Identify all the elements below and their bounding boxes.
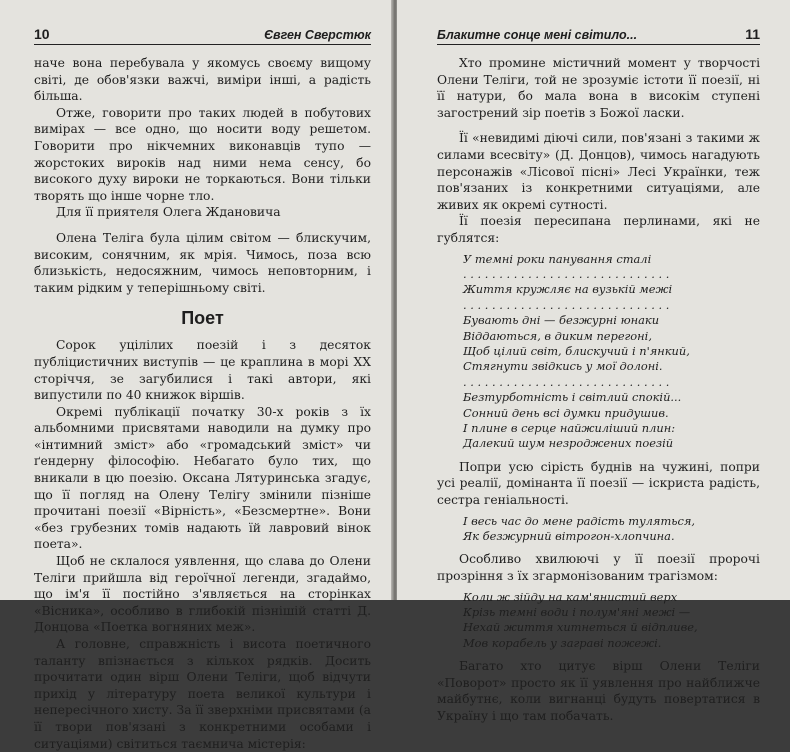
paragraph: Окремі публікації початку 30-х років з їх альбомними присвятами наводили на думку про «інтимний зміст» або «громадський зміст» чи ґендерну філософію. Небагато було тих, що вникали в цю поезію. Оксана Лятуринська згадує, що її погляд на Олену Телігу змінили пізніше прочитані поезії «Вірність», «Безсмертне». Вони «без грубезних томів надають їй лавровий вінок поета». — [34, 404, 371, 552]
poem-line: Віддаються, в диким перегоні, — [463, 328, 652, 343]
left-page — [0, 0, 393, 751]
poem-ellipsis: . . . . . . . . . . . . . . . . . . . . . . . . . . . . . — [463, 266, 670, 281]
poem-excerpt — [463, 514, 760, 545]
poem-line: Бувають дні — безжурні юнаки — [463, 313, 660, 328]
right-page — [397, 0, 790, 723]
paragraph: Хто промине містичний момент у творчості Олени Теліги, той не зрозуміє істоти її поезії, ні її натури, бо мала вона в високім ступені загострений зір поетів з Божої ласки. — [437, 56, 760, 120]
poem-line: Коли ж зійду на кам'янистий верх — [463, 589, 678, 604]
poem-ellipsis: . . . . . . . . . . . . . . . . . . . . . . . . . . . . . — [463, 374, 670, 389]
paragraph: Попри усю сірість буднів на чужині, попри усі реалії, домінанта її поезії — іскриста радість, сестра геніальності. — [437, 459, 760, 507]
poem-line: Щоб цілий світ, блискучий і п'янкий, — [463, 343, 690, 358]
poem-line: І плине в серце найжиліший плин: — [463, 421, 676, 435]
spacer — [34, 221, 371, 230]
poem-line: Стягнути звідкись у мої долоні. — [463, 359, 663, 374]
paragraph: наче вона перебувала у якомусь своєму вищому світі, де обов'язки важчі, виміри інші, а радість більша. — [34, 56, 371, 104]
poem-line: У темні роки панування сталі — [463, 251, 652, 266]
paragraph: Багато хто цитує вірш Олени Теліги «Поворот» просто як її уявлення про найближче майбутнє, коли вигнанці будуть повертатися в Україну і що там побачать. — [437, 659, 760, 723]
spacer — [437, 121, 760, 130]
page-number: 10 — [34, 26, 50, 42]
poem-line: Безтурботність і світлий спокій... — [463, 390, 682, 405]
poem-ellipsis: . . . . . . . . . . . . . . . . . . . . . . . . . . . . . — [463, 297, 670, 312]
paragraph: Сорок уцілілих поезій і з десяток публіцистичних виступів — це краплина в морі XX сторіччя, зе загубилися і такі автори, які випустили по 40 книжок віршів. — [34, 338, 371, 403]
poem-line: Як безжурний вітрогон-хлопчина. — [463, 529, 675, 543]
quote: Олена Теліга була цілим світом — блискучим, високим, сонячним, як мрія. Чимось, поза всю близькість, недосяжним, чимось неповторним, і таким рідким у теперішньому світі. — [34, 230, 371, 295]
paragraph: Її поезія пересипана перлинами, які не гублятся: — [437, 214, 760, 245]
page-number: 11 — [745, 26, 760, 42]
paragraph: Отже, говорити про таких людей в побутових вимірах — все одно, що носити воду решетом. Говорити про нікчемних виконавців тупо — жорстоких вироків над ними нема сенсу, бо високого духу вироки не торкаються. Вони тільки творять що інше чорне тло. — [34, 105, 371, 203]
section-title: Поет — [181, 308, 224, 329]
right-page-header — [437, 26, 760, 45]
poem-excerpt — [463, 252, 760, 452]
poem-line: І весь час до мене радість туляться, — [463, 513, 696, 528]
paragraph: Її «невидимі діючі сили, пов'язані з такими ж силами всесвіту» (Д. Донцов), чимось нагадують персонажів «Лісової пісні» Лесі Українки, теж пов'язаних із конкретними ситуаціями, але живих як окремі сутності. — [437, 131, 760, 212]
running-title: Блакитне сонце мені світило... — [437, 28, 638, 42]
paragraph: Щоб не склалося уявлення, що слава до Олени Теліги прийшла від героїчної легенди, згадаймо, що ім'я її постійно з'являється на сторінках «Вісника», особливо в глибокій пізнішій статті Д. Донцова «Поетка вогняних меж». — [34, 554, 371, 635]
paragraph: Для її приятеля Олега Ждановича — [56, 205, 281, 220]
poem-line: Сонний день всі думки придушив. — [463, 405, 669, 420]
poem-line: Нехай життя хитнеться й відпливе, — [463, 620, 698, 635]
poem-excerpt — [463, 590, 760, 652]
left-page-header — [34, 26, 371, 45]
poem-line: Далекий шум незроджених поезій — [463, 436, 674, 451]
paragraph: А головне, справжність і висота поетичного таланту впізнається з кількох рядків. Досить прочитати один вірш Олени Теліги, щоб відчути прихід у літературу поета великої культури і непересічного хисту. За її зверхніми присвятами (а її твори пов'язані з конкретними особами і ситуаціями) світиться таємнича містерія: — [34, 637, 371, 751]
poem-line: Крізь темні води і полум'яні межі — — [463, 605, 691, 619]
poem-line: Життя кружляє на вузькій межі — [463, 282, 673, 297]
running-title: Євген Сверстюк — [264, 28, 371, 42]
poem-line: Мов корабель у заграві пожежі. — [463, 635, 662, 650]
paragraph: Особливо хвилюючі у її поезії пророчі прозріння з їх згармонізованим трагізмом: — [437, 552, 760, 583]
